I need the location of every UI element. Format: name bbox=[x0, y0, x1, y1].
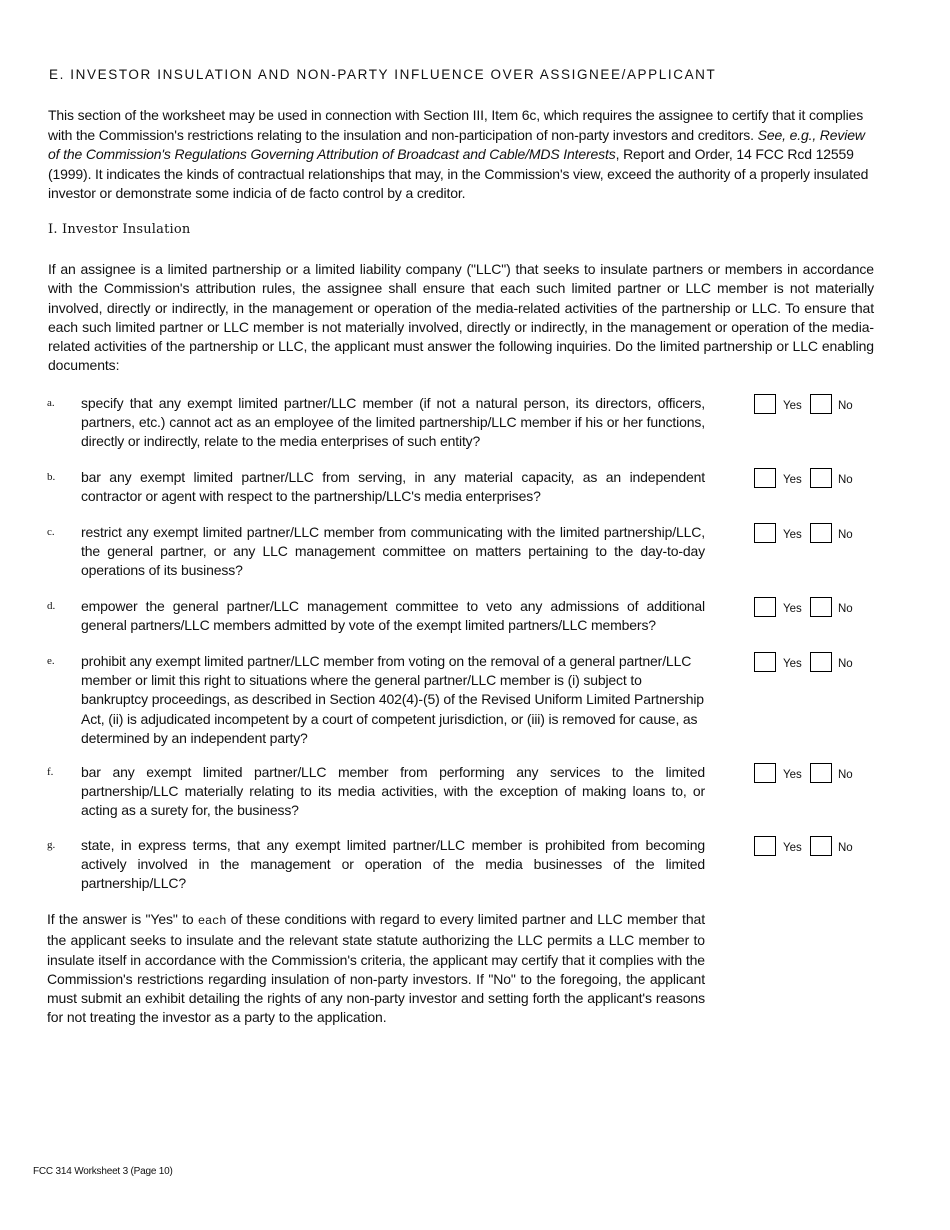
yes-no-group bbox=[754, 468, 884, 492]
yes-checkbox[interactable] bbox=[754, 468, 776, 488]
item-letter: f. bbox=[47, 766, 54, 778]
yes-label: Yes bbox=[783, 842, 802, 854]
yes-checkbox[interactable] bbox=[754, 652, 776, 672]
no-checkbox[interactable] bbox=[810, 597, 832, 617]
no-label: No bbox=[838, 658, 853, 670]
item-letter: e. bbox=[47, 655, 55, 667]
no-label: No bbox=[838, 474, 853, 486]
no-checkbox[interactable] bbox=[810, 523, 832, 543]
item-text: restrict any exempt limited partner/LLC member from communicating with the limited partnership/LLC, the general partner, or any LLC management committee on matters pertaining to the day-to-day operations of its business? bbox=[81, 524, 705, 579]
yes-checkbox[interactable] bbox=[754, 763, 776, 783]
closing-text-1: If the answer is "Yes" to bbox=[47, 911, 198, 927]
no-label: No bbox=[838, 769, 853, 781]
no-checkbox[interactable] bbox=[810, 468, 832, 488]
intro-text-1: This section of the worksheet may be used in connection with Section III, Item 6c, which requires the assignee to certify that it complies with the Commission's restrictions relating to the insulation and non-participation of non-party investors and creditors. bbox=[48, 107, 864, 143]
closing-emphasis: each bbox=[197, 914, 227, 928]
section-intro bbox=[48, 106, 874, 204]
yes-no-group bbox=[754, 597, 884, 621]
yes-checkbox[interactable] bbox=[754, 394, 776, 414]
item-letter: a. bbox=[47, 397, 55, 409]
yes-checkbox[interactable] bbox=[754, 523, 776, 543]
no-checkbox[interactable] bbox=[810, 652, 832, 672]
section-title: E. INVESTOR INSULATION AND NON-PARTY INFLUENCE OVER ASSIGNEE/APPLICANT bbox=[49, 67, 717, 82]
no-checkbox[interactable] bbox=[810, 763, 832, 783]
no-checkbox[interactable] bbox=[810, 394, 832, 414]
intro-text-2: , Report and Order, 14 FCC Rcd 12559 (1999). It indicates the kinds of contractual relationships that may, in the Commission's view, exceed the authority of a properly insulated investor or demonstrate some indicia of de facto control by a creditor. bbox=[48, 146, 869, 201]
item-letter: c. bbox=[47, 526, 55, 538]
yes-no-group bbox=[754, 523, 884, 547]
item-text: empower the general partner/LLC management committee to veto any admissions of additional general partners/LLC members admitted by vote of the exempt limited partners/LLC members? bbox=[81, 598, 705, 634]
yes-checkbox[interactable] bbox=[754, 597, 776, 617]
yes-no-group bbox=[754, 652, 884, 676]
yes-label: Yes bbox=[783, 658, 802, 670]
subsection-paragraph: If an assignee is a limited partnership or a limited liability company ("LLC") that seeks to insulate partners or members in accordance with the Commission's attribution rules, the assignee shall ensure that each such limited partner or LLC member is not materially involved, directly or indirectly, in the management or operation of the media-related activities of the partnership or LLC. To ensure that each such limited partner or LLC member is not materially involved, directly or indirectly, in the management or operation of the media-related activities of the partnership or LLC, the applicant must answer the following inquiries. Do the limited partnership or LLC enabling documents: bbox=[48, 261, 874, 374]
yes-label: Yes bbox=[783, 769, 802, 781]
item-text: state, in express terms, that any exempt limited partner/LLC member is prohibited from becoming actively involved in the management or operation of the media businesses of the limited partnership/LLC? bbox=[81, 837, 705, 892]
no-label: No bbox=[838, 842, 853, 854]
item-letter: g. bbox=[47, 839, 56, 851]
page-footer: FCC 314 Worksheet 3 (Page 10) bbox=[33, 1166, 173, 1177]
item-letter: d. bbox=[47, 600, 56, 612]
yes-checkbox[interactable] bbox=[754, 836, 776, 856]
yes-label: Yes bbox=[783, 603, 802, 615]
yes-label: Yes bbox=[783, 400, 802, 412]
yes-no-group bbox=[754, 836, 884, 860]
item-letter: b. bbox=[47, 471, 56, 483]
intro-citation: See, e.g., Review of the Commission's Regulations Governing Attribution of Broadcast and Cable/MDS Interests bbox=[48, 126, 865, 162]
no-label: No bbox=[838, 529, 853, 541]
yes-no-group bbox=[754, 394, 884, 418]
item-text: prohibit any exempt limited partner/LLC member from voting on the removal of a general partner/LLC member or limit this right to situations where the general partner/LLC member is (i) subject to bankruptcy proceedings, as described in Section 402(4)-(5) of the Revised Uniform Limited Partnership Act, (ii) is adjudicated incompetent by a court of competent jurisdiction, or (iii) is removed for cause, as determined by an independent party? bbox=[81, 653, 704, 746]
no-label: No bbox=[838, 400, 853, 412]
yes-no-group bbox=[754, 763, 884, 787]
item-text: specify that any exempt limited partner/LLC member (if not a natural person, its directors, officers, partners, etc.) cannot act as an employee of the limited partnership/LLC member if his or her functions, directly or indirectly, relate to the media enterprises of such entity? bbox=[81, 395, 705, 450]
yes-label: Yes bbox=[783, 474, 802, 486]
subsection-title: I. Investor Insulation bbox=[48, 222, 191, 237]
item-text: bar any exempt limited partner/LLC from serving, in any material capacity, as an independent contractor or agent with respect to the partnership/LLC's media enterprises? bbox=[81, 469, 705, 505]
closing-paragraph bbox=[47, 910, 705, 1028]
closing-text-2: of these conditions with regard to every limited partner and LLC member that the applicant seeks to insulate and the relevant state statute authorizing the LLC permits a LLC member to insulate itself in accordance with the Commission's criteria, the applicant may certify that it complies with the Commission's restrictions regarding insulation of non-party investors. If "No" to the foregoing, the applicant must submit an exhibit detailing the rights of any non-party investor and setting forth the applicant's reasons for not treating the investor as a party to the application. bbox=[47, 911, 705, 1026]
yes-label: Yes bbox=[783, 529, 802, 541]
item-text: bar any exempt limited partner/LLC member from performing any services to the limited partnership/LLC materially relating to its media activities, with the exception of making loans to, or acting as a surety for, the business? bbox=[81, 764, 705, 819]
no-label: No bbox=[838, 603, 853, 615]
no-checkbox[interactable] bbox=[810, 836, 832, 856]
